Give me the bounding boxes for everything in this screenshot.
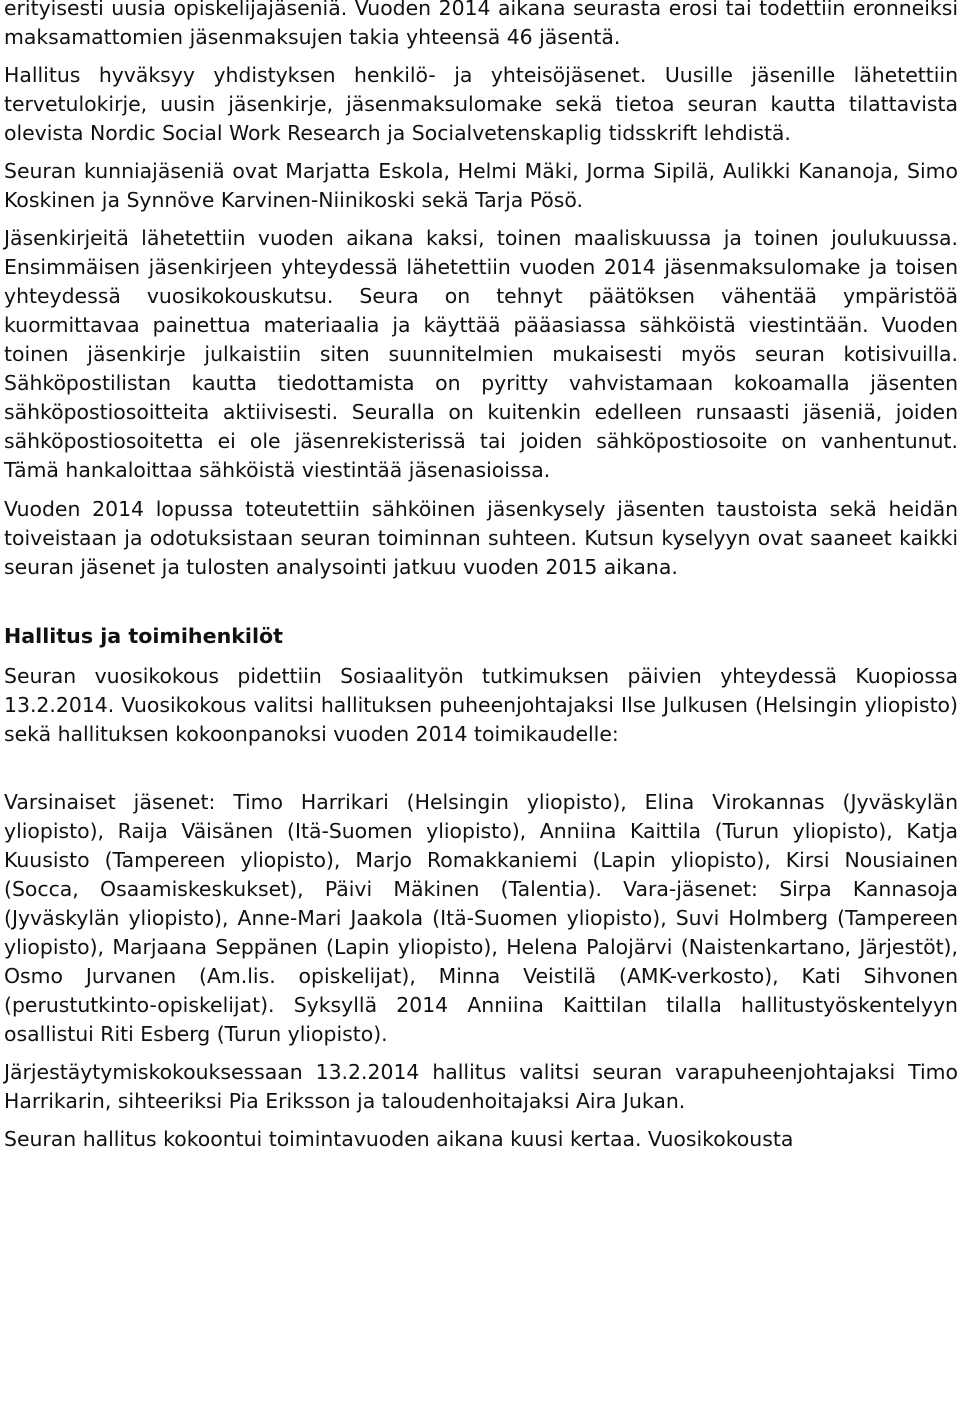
paragraph-member-letters: Jäsenkirjeitä lähetettiin vuoden aikana kaksi, toinen maaliskuussa ja toinen joulukuussa. Ensimmäisen jäsenkirjeen yhteydessä lähetettiin vuoden 2014 jäsenmaksulomake ja toisen yhteydessä vuosikokouskutsu. Seura on tehnyt päätöksen vähentää ympäristöä kuormittavaa painettua materiaalia ja käyttää pääasiassa sähköistä viestintään. Vuoden toinen jäsenkirje julkaistiin siten suunnitelmien mukaisesti myös seuran kotisivuilla. Sähköpostilistan kautta tiedottamista on pyritty vahvistamaan kokoamalla jäsenten sähköpostiosoitteita aktiivisesti. Seuralla on kuitenkin edelleen runsaasti jäseniä, joiden sähköpostiosoitetta ei ole jäsenrekisterissä tai joiden sähköpostiosoite on vanhentunut. Tämä hankaloittaa sähköistä viestintää jäsenasioissa.	[4, 226, 958, 482]
paragraph-member-approval: Hallitus hyväksyy yhdistyksen henkilö- ja yhteisöjäsenet. Uusille jäsenille lähetettiin tervetulokirje, uusin jäsenkirje, jäsenmaksulomake sekä tietoa seuran kautta tilattavista olevista Nordic Social Work Research ja Socialvetenskaplig tidsskrift lehdistä.	[4, 63, 958, 145]
paragraph-board-organization: Järjestäytymiskokouksessaan 13.2.2014 hallitus valitsi seuran varapuheenjohtajaksi Timo Harrikarin, sihteeriksi Pia Eriksson ja taloudenhoitajaksi Aira Jukan.	[4, 1060, 958, 1113]
document-page	[4, 0, 958, 1154]
paragraph-board-meetings: Seuran hallitus kokoontui toimintavuoden aikana kuusi kertaa. Vuosikokousta	[4, 1127, 794, 1151]
paragraph-annual-meeting: Seuran vuosikokous pidettiin Sosiaalityön tutkimuksen päivien yhteydessä Kuopiossa 13.2.2014. Vuosikokous valitsi hallituksen puheenjohtajaksi Ilse Julkusen (Helsingin yliopisto) sekä hallituksen kokoonpanoksi vuoden 2014 toimikaudelle:	[4, 664, 958, 746]
paragraph-members-resigned: erityisesti uusia opiskelijajäseniä. Vuoden 2014 aikana seurasta erosi tai todettiin eronneiksi maksamattomien jäsenmaksujen takia yhteensä 46 jäsentä.	[4, 0, 958, 49]
paragraph-member-survey: Vuoden 2014 lopussa toteutettiin sähköinen jäsenkysely jäsenten taustoista sekä heidän toiveistaan ja odotuksistaan seuran toiminnan suhteen. Kutsun kyselyyn ovat saaneet kaikki seuran jäsenet ja tulosten analysointi jatkuu vuoden 2015 aikana.	[4, 497, 958, 579]
section-heading: Hallitus ja toimihenkilöt	[4, 624, 284, 648]
paragraph-honorary-members: Seuran kunniajäseniä ovat Marjatta Eskola, Helmi Mäki, Jorma Sipilä, Aulikki Kananoja, Simo Koskinen ja Synnöve Karvinen-Niinikoski sekä Tarja Pösö.	[4, 159, 958, 212]
paragraph-board-members: Varsinaiset jäsenet: Timo Harrikari (Helsingin yliopisto), Elina Virokannas (Jyväskylän yliopisto), Raija Väisänen (Itä-Suomen yliopisto), Anniina Kaittila (Turun yliopisto), Katja Kuusisto (Tampereen yliopisto), Marjo Romakkaniemi (Lapin yliopisto), Kirsi Nousiainen (Socca, Osaamiskeskukset), Päivi Mäkinen (Talentia). Vara-jäsenet: Sirpa Kannasoja (Jyväskylän yliopisto), Anne-Mari Jaakola (Itä-Suomen yliopisto), Suvi Holmberg (Tampereen yliopisto), Marjaana Seppänen (Lapin yliopisto), Helena Palojärvi (Naistenkartano, Järjestöt), Osmo Jurvanen (Am.lis. opiskelijat), Minna Veistilä (AMK-verkosto), Kati Sihvonen (perustutkinto-opiskelijat). Syksyllä 2014 Anniina Kaittilan tilalla hallitustyöskentelyyn osallistui Riti Esberg (Turun yliopisto).	[4, 790, 958, 1046]
